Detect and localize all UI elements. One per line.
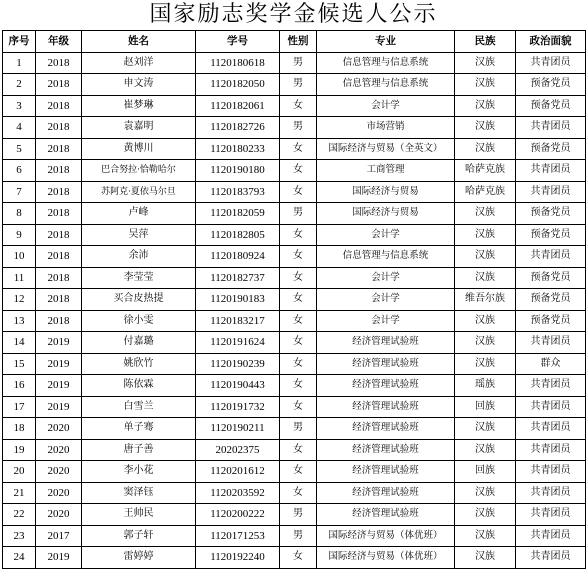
cell-ethnicity: 汉族 <box>455 224 516 246</box>
cell-ethnicity: 汉族 <box>455 525 516 547</box>
cell-index: 4 <box>3 117 36 139</box>
cell-gender: 女 <box>280 95 317 117</box>
table-row <box>3 396 586 418</box>
cell-name: 巴合努拉·恰勒哈尔 <box>82 160 196 182</box>
cell-grade: 2018 <box>36 138 82 160</box>
cell-grade: 2020 <box>36 482 82 504</box>
cell-index: 22 <box>3 504 36 526</box>
cell-name: 买合皮热提 <box>82 289 196 311</box>
cell-major: 会计学 <box>317 224 455 246</box>
cell-name: 姚欣竹 <box>82 353 196 375</box>
cell-name: 余沛 <box>82 246 196 268</box>
cell-gender: 男 <box>280 117 317 139</box>
cell-index: 10 <box>3 246 36 268</box>
cell-ethnicity: 汉族 <box>455 117 516 139</box>
cell-major: 经济管理试验班 <box>317 482 455 504</box>
table-row <box>3 138 586 160</box>
cell-major: 会计学 <box>317 310 455 332</box>
cell-name: 唐子善 <box>82 439 196 461</box>
table-row <box>3 52 586 74</box>
cell-grade: 2018 <box>36 74 82 96</box>
header-grade: 年级 <box>36 31 82 53</box>
cell-gender: 女 <box>280 181 317 203</box>
cell-political-status: 共青团员 <box>516 418 586 440</box>
cell-gender: 女 <box>280 482 317 504</box>
cell-grade: 2020 <box>36 504 82 526</box>
cell-ethnicity: 汉族 <box>455 138 516 160</box>
cell-gender: 女 <box>280 375 317 397</box>
cell-grade: 2018 <box>36 160 82 182</box>
cell-major: 经济管理试验班 <box>317 461 455 483</box>
cell-major: 会计学 <box>317 267 455 289</box>
cell-grade: 2020 <box>36 461 82 483</box>
cell-grade: 2018 <box>36 246 82 268</box>
cell-political-status: 共青团员 <box>516 181 586 203</box>
cell-gender: 男 <box>280 52 317 74</box>
cell-student-id: 1120183217 <box>196 310 280 332</box>
header-name: 姓名 <box>82 31 196 53</box>
cell-name: 崔梦琳 <box>82 95 196 117</box>
cell-name: 苏阿克·夏依马尔旦 <box>82 181 196 203</box>
table-row <box>3 525 586 547</box>
cell-gender: 女 <box>280 332 317 354</box>
cell-index: 7 <box>3 181 36 203</box>
cell-student-id: 1120190183 <box>196 289 280 311</box>
cell-student-id: 1120182061 <box>196 95 280 117</box>
cell-major: 会计学 <box>317 289 455 311</box>
table-row <box>3 203 586 225</box>
cell-major: 国际经济与贸易 <box>317 203 455 225</box>
cell-index: 19 <box>3 439 36 461</box>
cell-index: 1 <box>3 52 36 74</box>
header-major: 专业 <box>317 31 455 53</box>
header-political-status: 政治面貌 <box>516 31 586 53</box>
cell-student-id: 1120192240 <box>196 547 280 569</box>
cell-index: 18 <box>3 418 36 440</box>
cell-ethnicity: 瑶族 <box>455 375 516 397</box>
cell-political-status: 共青团员 <box>516 246 586 268</box>
cell-grade: 2018 <box>36 310 82 332</box>
cell-name: 黄博川 <box>82 138 196 160</box>
cell-student-id: 1120171253 <box>196 525 280 547</box>
cell-ethnicity: 汉族 <box>455 482 516 504</box>
cell-political-status: 共青团员 <box>516 547 586 569</box>
cell-grade: 2017 <box>36 525 82 547</box>
cell-name: 赵刘洋 <box>82 52 196 74</box>
cell-index: 6 <box>3 160 36 182</box>
cell-ethnicity: 汉族 <box>455 310 516 332</box>
cell-ethnicity: 汉族 <box>455 332 516 354</box>
cell-index: 17 <box>3 396 36 418</box>
cell-political-status: 预备党员 <box>516 138 586 160</box>
cell-gender: 女 <box>280 138 317 160</box>
cell-student-id: 1120182050 <box>196 74 280 96</box>
cell-political-status: 共青团员 <box>516 375 586 397</box>
cell-name: 陈依霖 <box>82 375 196 397</box>
cell-index: 24 <box>3 547 36 569</box>
table-row <box>3 418 586 440</box>
cell-political-status: 预备党员 <box>516 267 586 289</box>
cell-major: 经济管理试验班 <box>317 439 455 461</box>
cell-political-status: 共青团员 <box>516 504 586 526</box>
cell-ethnicity: 汉族 <box>455 267 516 289</box>
table-row <box>3 224 586 246</box>
cell-index: 5 <box>3 138 36 160</box>
table-row <box>3 267 586 289</box>
cell-student-id: 1120201612 <box>196 461 280 483</box>
cell-political-status: 共青团员 <box>516 525 586 547</box>
cell-index: 9 <box>3 224 36 246</box>
header-index: 序号 <box>3 31 36 53</box>
cell-political-status: 共青团员 <box>516 332 586 354</box>
cell-student-id: 1120190180 <box>196 160 280 182</box>
cell-ethnicity: 汉族 <box>455 74 516 96</box>
cell-grade: 2019 <box>36 547 82 569</box>
header-ethnicity: 民族 <box>455 31 516 53</box>
cell-ethnicity: 汉族 <box>455 418 516 440</box>
cell-grade: 2019 <box>36 353 82 375</box>
cell-grade: 2018 <box>36 117 82 139</box>
document-title: 国家励志奖学金候选人公示 <box>149 2 438 27</box>
cell-student-id: 1120180924 <box>196 246 280 268</box>
cell-student-id: 1120190211 <box>196 418 280 440</box>
cell-name: 袁嘉明 <box>82 117 196 139</box>
cell-student-id: 1120190443 <box>196 375 280 397</box>
cell-political-status: 共青团员 <box>516 482 586 504</box>
cell-name: 申文涛 <box>82 74 196 96</box>
cell-political-status: 预备党员 <box>516 310 586 332</box>
cell-political-status: 共青团员 <box>516 396 586 418</box>
table-row <box>3 117 586 139</box>
table-row <box>3 246 586 268</box>
cell-student-id: 1120203592 <box>196 482 280 504</box>
cell-name: 白雪兰 <box>82 396 196 418</box>
table-row <box>3 160 586 182</box>
cell-student-id: 1120190239 <box>196 353 280 375</box>
cell-index: 21 <box>3 482 36 504</box>
cell-grade: 2018 <box>36 224 82 246</box>
cell-gender: 女 <box>280 461 317 483</box>
cell-name: 吴萍 <box>82 224 196 246</box>
table-row <box>3 95 586 117</box>
table-row <box>3 439 586 461</box>
cell-student-id: 1120183793 <box>196 181 280 203</box>
cell-major: 国际经济与贸易（体优班） <box>317 547 455 569</box>
cell-ethnicity: 汉族 <box>455 95 516 117</box>
cell-political-status: 共青团员 <box>516 461 586 483</box>
cell-name: 窦泽钰 <box>82 482 196 504</box>
cell-grade: 2020 <box>36 418 82 440</box>
cell-major: 国际经济与贸易（全英文） <box>317 138 455 160</box>
cell-gender: 男 <box>280 418 317 440</box>
cell-ethnicity: 汉族 <box>455 547 516 569</box>
cell-grade: 2018 <box>36 181 82 203</box>
header-student-id: 学号 <box>196 31 280 53</box>
cell-ethnicity: 维吾尔族 <box>455 289 516 311</box>
cell-major: 经济管理试验班 <box>317 332 455 354</box>
cell-major: 工商管理 <box>317 160 455 182</box>
cell-index: 13 <box>3 310 36 332</box>
cell-grade: 2019 <box>36 396 82 418</box>
cell-ethnicity: 回族 <box>455 396 516 418</box>
cell-political-status: 共青团员 <box>516 160 586 182</box>
cell-gender: 女 <box>280 547 317 569</box>
table-row <box>3 547 586 569</box>
cell-ethnicity: 汉族 <box>455 203 516 225</box>
cell-political-status: 预备党员 <box>516 289 586 311</box>
table-row <box>3 310 586 332</box>
cell-index: 14 <box>3 332 36 354</box>
cell-name: 单子骞 <box>82 418 196 440</box>
cell-index: 23 <box>3 525 36 547</box>
cell-political-status: 预备党员 <box>516 74 586 96</box>
table-row <box>3 375 586 397</box>
table-row <box>3 482 586 504</box>
cell-index: 16 <box>3 375 36 397</box>
cell-student-id: 1120180618 <box>196 52 280 74</box>
cell-gender: 女 <box>280 310 317 332</box>
cell-student-id: 1120182726 <box>196 117 280 139</box>
cell-student-id: 1120182805 <box>196 224 280 246</box>
cell-major: 经济管理试验班 <box>317 375 455 397</box>
table-row <box>3 289 586 311</box>
cell-major: 经济管理试验班 <box>317 353 455 375</box>
header-gender: 性别 <box>280 31 317 53</box>
cell-grade: 2018 <box>36 95 82 117</box>
cell-major: 经济管理试验班 <box>317 504 455 526</box>
cell-gender: 女 <box>280 289 317 311</box>
cell-index: 12 <box>3 289 36 311</box>
cell-grade: 2019 <box>36 375 82 397</box>
cell-ethnicity: 哈萨克族 <box>455 160 516 182</box>
cell-ethnicity: 汉族 <box>455 246 516 268</box>
cell-student-id: 1120182737 <box>196 267 280 289</box>
cell-political-status: 预备党员 <box>516 203 586 225</box>
cell-political-status: 预备党员 <box>516 224 586 246</box>
cell-index: 2 <box>3 74 36 96</box>
cell-grade: 2018 <box>36 52 82 74</box>
cell-student-id: 20202375 <box>196 439 280 461</box>
cell-ethnicity: 汉族 <box>455 52 516 74</box>
cell-gender: 男 <box>280 203 317 225</box>
table-row <box>3 332 586 354</box>
cell-name: 卢峰 <box>82 203 196 225</box>
cell-grade: 2020 <box>36 439 82 461</box>
cell-major: 信息管理与信息系统 <box>317 52 455 74</box>
cell-political-status: 共青团员 <box>516 117 586 139</box>
cell-index: 8 <box>3 203 36 225</box>
cell-ethnicity: 回族 <box>455 461 516 483</box>
cell-gender: 女 <box>280 353 317 375</box>
table-row <box>3 504 586 526</box>
cell-major: 经济管理试验班 <box>317 396 455 418</box>
cell-student-id: 1120180233 <box>196 138 280 160</box>
cell-gender: 女 <box>280 396 317 418</box>
cell-grade: 2018 <box>36 289 82 311</box>
table-header-row <box>3 31 586 53</box>
cell-name: 雷婷婷 <box>82 547 196 569</box>
table-body <box>3 52 586 568</box>
cell-major: 信息管理与信息系统 <box>317 74 455 96</box>
cell-major: 经济管理试验班 <box>317 418 455 440</box>
table-row <box>3 461 586 483</box>
cell-gender: 女 <box>280 439 317 461</box>
cell-gender: 女 <box>280 160 317 182</box>
cell-name: 付嘉璐 <box>82 332 196 354</box>
cell-political-status: 共青团员 <box>516 52 586 74</box>
cell-name: 李莹莹 <box>82 267 196 289</box>
cell-index: 15 <box>3 353 36 375</box>
cell-ethnicity: 汉族 <box>455 439 516 461</box>
cell-grade: 2018 <box>36 267 82 289</box>
cell-major: 市场营销 <box>317 117 455 139</box>
cell-index: 20 <box>3 461 36 483</box>
cell-major: 国际经济与贸易（体优班） <box>317 525 455 547</box>
cell-gender: 女 <box>280 224 317 246</box>
cell-gender: 男 <box>280 74 317 96</box>
cell-grade: 2019 <box>36 332 82 354</box>
cell-ethnicity: 汉族 <box>455 504 516 526</box>
cell-grade: 2018 <box>36 203 82 225</box>
cell-political-status: 共青团员 <box>516 439 586 461</box>
cell-student-id: 1120191624 <box>196 332 280 354</box>
cell-name: 郭子轩 <box>82 525 196 547</box>
cell-gender: 女 <box>280 267 317 289</box>
cell-index: 11 <box>3 267 36 289</box>
table-row <box>3 181 586 203</box>
cell-gender: 男 <box>280 504 317 526</box>
cell-political-status: 预备党员 <box>516 95 586 117</box>
cell-gender: 男 <box>280 525 317 547</box>
cell-ethnicity: 哈萨克族 <box>455 181 516 203</box>
table-row <box>3 353 586 375</box>
table-row <box>3 74 586 96</box>
cell-ethnicity: 汉族 <box>455 353 516 375</box>
cell-index: 3 <box>3 95 36 117</box>
candidate-table <box>2 30 586 569</box>
cell-student-id: 1120191732 <box>196 396 280 418</box>
cell-student-id: 1120182059 <box>196 203 280 225</box>
cell-major: 国际经济与贸易 <box>317 181 455 203</box>
cell-student-id: 1120200222 <box>196 504 280 526</box>
cell-name: 徐小雯 <box>82 310 196 332</box>
cell-gender: 女 <box>280 246 317 268</box>
cell-major: 信息管理与信息系统 <box>317 246 455 268</box>
cell-major: 会计学 <box>317 95 455 117</box>
cell-name: 王帅民 <box>82 504 196 526</box>
cell-name: 李小花 <box>82 461 196 483</box>
cell-political-status: 群众 <box>516 353 586 375</box>
